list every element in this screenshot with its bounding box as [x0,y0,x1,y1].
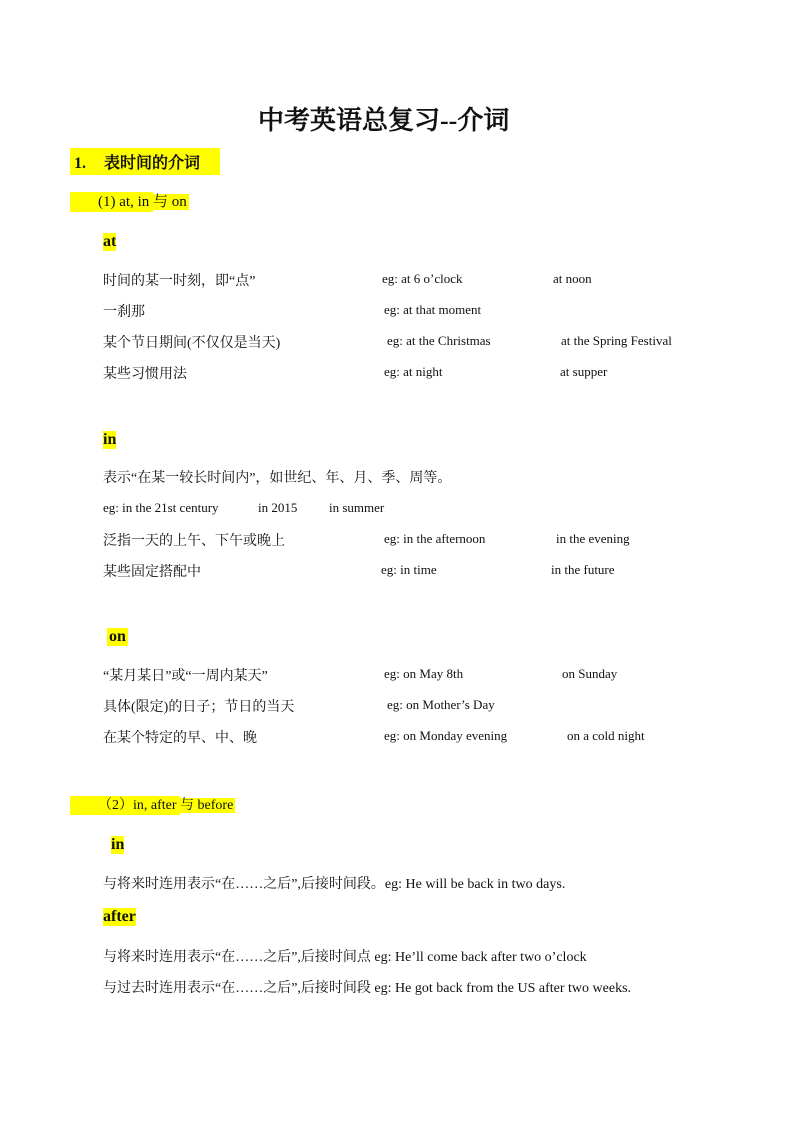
in-example-1b: in the evening [556,531,630,546]
page-title: 中考英语总复习--介词 [258,106,510,135]
on-example-3b: on a cold night [567,728,645,743]
section-number: 1. [74,155,86,172]
subsection-label-part2: 与 [152,194,168,210]
at-example-3b: at the Spring Festival [561,333,672,348]
at-example-3: eg: at the Christmas [387,333,491,348]
in-example-2b: in the future [551,562,615,577]
in-example-2: eg: in time [381,562,437,577]
in-example-line-c: in summer [329,500,385,515]
at-example-4b: at supper [560,364,608,379]
on-desc-1: “某月某日”或“一周内某天” [103,669,268,684]
subsection2-label-part1: （2）in, after [70,796,180,815]
in-desc-2: 某些固定搭配中 [103,565,201,580]
at-example-4: eg: at night [384,364,443,379]
word-heading-in-2: in [111,836,125,853]
in-intro: 表示“在某一较长时间内”，如世纪、年、月、季、周等。 [103,471,452,486]
after-line-2: 与过去时连用表示“在……之后”,后接时间段 eg: He got back from the US after two weeks. [103,981,632,996]
word-heading-at: at [103,233,117,250]
at-example-2: eg: at that moment [384,302,482,317]
word-heading-after: after [103,908,136,925]
subsection-label-part3: on [168,194,187,210]
on-example-3: eg: on Monday evening [384,728,508,743]
subsection-label-part1: (1) at, in [70,192,153,212]
section-heading-time-prepositions [70,148,220,175]
subsection2-label-part3: before [194,798,234,813]
at-example-1: eg: at 6 o’clock [382,271,463,286]
at-desc-4: 某些习惯用法 [103,367,187,382]
in-example-line-b: in 2015 [258,500,298,515]
at-desc-3: 某个节日期间(不仅仅是当天) [103,336,281,351]
at-desc-1: 时间的某一时刻，即“点” [103,274,256,289]
in-desc-1: 泛指一天的上午、下午或晚上 [103,534,285,549]
on-desc-2: 具体(限定)的日子；节日的当天 [103,700,295,715]
word-heading-in: in [103,431,117,448]
on-example-1b: on Sunday [562,666,618,681]
subsection-at-in-on [70,190,189,211]
on-desc-3: 在某个特定的早、中、晚 [103,731,257,746]
word-heading-on: on [109,628,126,645]
section-label: 表时间的介词 [104,155,201,172]
in-example-1: eg: in the afternoon [384,531,486,546]
at-example-1b: at noon [553,271,592,286]
on-example-2: eg: on Mother’s Day [387,697,495,712]
on-example-1: eg: on May 8th [384,666,464,681]
subsection2-label-part2: 与 [180,798,195,813]
at-desc-2: 一刹那 [103,305,145,320]
subsection-in-after-before [70,794,235,814]
in2-line: 与将来时连用表示“在……之后”,后接时间段。eg: He will be back in two days. [103,877,566,892]
in-example-line-a: eg: in the 21st century [103,500,219,515]
after-line-1: 与将来时连用表示“在……之后”,后接时间点 eg: He’ll come back after two o’clock [103,950,587,965]
